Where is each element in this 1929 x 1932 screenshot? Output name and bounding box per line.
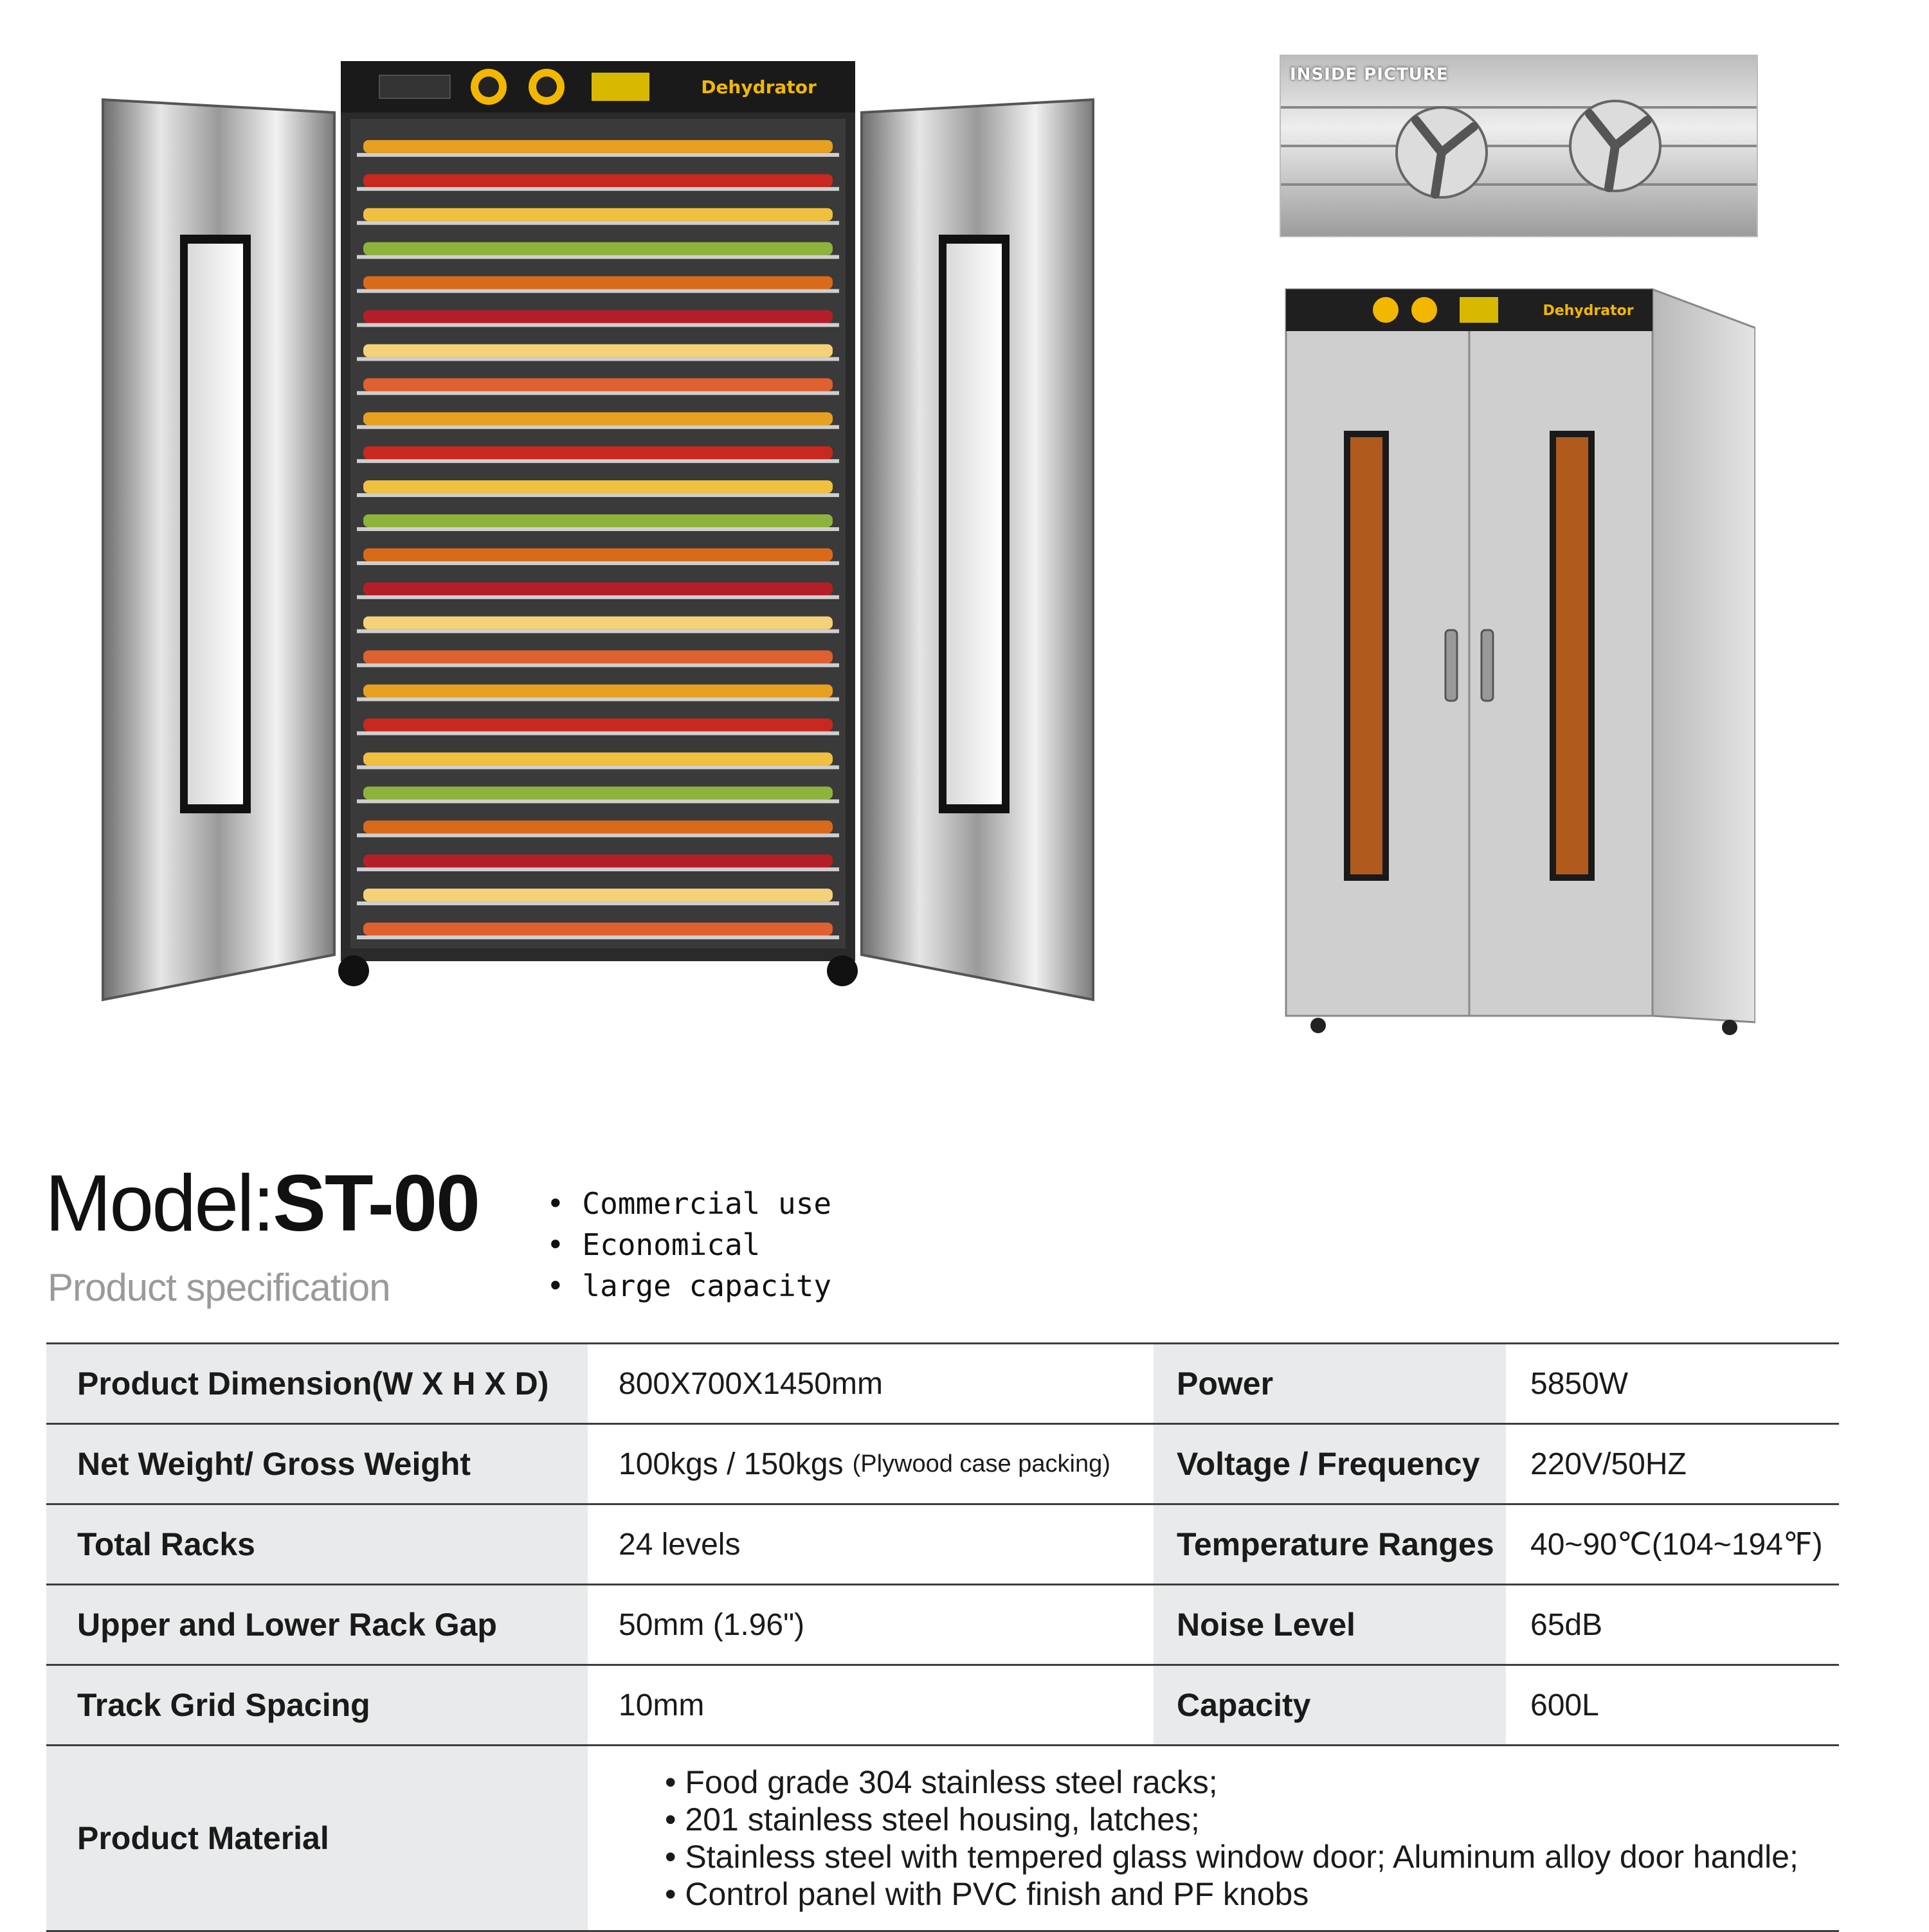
dried-fruit-slices <box>363 344 833 357</box>
spec-label: Temperature Ranges <box>1154 1505 1506 1584</box>
panel-brand-text: Dehydrator <box>701 77 817 98</box>
rack-tray <box>357 698 839 701</box>
rack-tray <box>357 935 839 939</box>
dried-fruit-slices <box>363 617 833 629</box>
rack-tray <box>357 391 839 395</box>
dried-fruit-slices <box>363 820 833 833</box>
feature-item: • Economical <box>547 1224 831 1265</box>
dried-fruit-slices <box>363 719 833 732</box>
dried-fruit-slices <box>363 582 833 595</box>
spec-value: 800X700X1450mm <box>588 1344 1154 1423</box>
dried-fruit-slices <box>363 480 833 493</box>
material-list <box>652 1764 1798 1913</box>
dried-fruit-slices <box>363 412 833 425</box>
dried-fruit-slices <box>363 174 833 187</box>
material-label: Product Material <box>46 1746 588 1930</box>
spec-value <box>588 1425 1154 1503</box>
rack-tray <box>357 664 839 667</box>
rack-tray <box>357 867 839 871</box>
dried-fruit-slices <box>363 276 833 289</box>
material-item: • Stainless steel with tempered glass window door; Aluminum alloy door handle; <box>665 1838 1798 1875</box>
spec-value: 65dB <box>1506 1585 1839 1664</box>
rack-tray <box>357 221 839 225</box>
dried-fruit-slices <box>363 752 833 765</box>
spec-value: 24 levels <box>588 1505 1154 1584</box>
rack-tray <box>357 527 839 531</box>
spec-row <box>46 1585 1839 1666</box>
rack-tray <box>357 901 839 905</box>
spec-value-note: (Plywood case packing) <box>852 1450 1110 1477</box>
rack-tray <box>357 493 839 497</box>
spec-label: Track Grid Spacing <box>46 1666 588 1744</box>
material-item: • Control panel with PVC finish and PF knobs <box>665 1875 1798 1913</box>
dried-fruit-slices <box>363 311 833 323</box>
spec-label: Product Dimension(W X H X D) <box>46 1344 588 1423</box>
panel-brand-text-2: Dehydrator <box>1543 303 1634 319</box>
dried-fruit-slices <box>363 923 833 935</box>
door-handle-icon <box>1445 630 1457 701</box>
rack-tray <box>357 833 839 837</box>
feature-item: • large capacity <box>547 1265 831 1306</box>
dehydrator-closed-photo <box>1280 276 1755 1035</box>
rack-tray <box>357 425 839 429</box>
spec-value: 600L <box>1506 1666 1839 1744</box>
model-value: ST-00 <box>273 1159 480 1248</box>
feature-item: • Commercial use <box>547 1183 831 1224</box>
spec-value: 10mm <box>588 1666 1154 1744</box>
spec-label: Net Weight/ Gross Weight <box>46 1425 588 1503</box>
rack-tray <box>357 595 839 599</box>
spec-label: Power <box>1154 1344 1506 1423</box>
spec-value-text: 100kgs / 150kgs <box>619 1447 844 1481</box>
product-spec-subtitle: Product specification <box>48 1266 390 1309</box>
rack-tray <box>357 765 839 769</box>
rack-tray <box>357 323 839 327</box>
dried-fruit-slices <box>363 889 833 901</box>
inside-photo <box>1280 55 1758 237</box>
spec-label: Capacity <box>1154 1666 1506 1744</box>
spec-row <box>46 1666 1839 1746</box>
spec-table <box>46 1342 1839 1932</box>
rack-tray <box>357 289 839 293</box>
material-row <box>46 1746 1839 1932</box>
dried-fruit-slices <box>363 378 833 391</box>
material-item: • 201 stainless steel housing, latches; <box>665 1801 1798 1838</box>
rack-tray <box>357 187 839 191</box>
model-heading <box>45 1159 480 1248</box>
rack-tray <box>357 153 839 157</box>
dried-fruit-slices <box>363 514 833 527</box>
rack-tray <box>357 732 839 736</box>
spec-row <box>46 1425 1839 1505</box>
spec-value: 50mm (1.96") <box>588 1585 1154 1664</box>
rack-tray <box>357 799 839 803</box>
material-item: • Food grade 304 stainless steel racks; <box>665 1764 1798 1801</box>
rack-tray <box>357 357 839 361</box>
spec-row <box>46 1342 1839 1425</box>
spec-label: Voltage / Frequency <box>1154 1425 1506 1503</box>
dried-fruit-slices <box>363 786 833 799</box>
dried-fruit-slices <box>363 208 833 221</box>
dried-fruit-slices <box>363 548 833 561</box>
spec-label: Upper and Lower Rack Gap <box>46 1585 588 1664</box>
rack-tray <box>357 629 839 633</box>
material-value <box>588 1746 1839 1930</box>
dried-fruit-slices <box>363 242 833 255</box>
rack-tray <box>357 255 839 259</box>
feature-list <box>547 1183 831 1306</box>
dried-fruit-slices <box>363 446 833 459</box>
rack-tray <box>357 561 839 565</box>
inside-picture-label: INSIDE PICTURE <box>1290 65 1449 84</box>
spec-value: 220V/50HZ <box>1506 1425 1839 1503</box>
dried-fruit-slices <box>363 140 833 153</box>
spec-row <box>46 1505 1839 1585</box>
model-label: Model: <box>45 1159 273 1248</box>
spec-value: 5850W <box>1506 1344 1839 1423</box>
dehydrator-open-photo <box>96 55 1100 1006</box>
rack-tray <box>357 459 839 463</box>
dried-fruit-slices <box>363 685 833 698</box>
door-handle-icon <box>1481 630 1493 701</box>
spec-value: 40~90℃(104~194℉) <box>1506 1505 1839 1584</box>
spec-label: Noise Level <box>1154 1585 1506 1664</box>
spec-label: Total Racks <box>46 1505 588 1584</box>
dried-fruit-slices <box>363 651 833 664</box>
dried-fruit-slices <box>363 854 833 867</box>
